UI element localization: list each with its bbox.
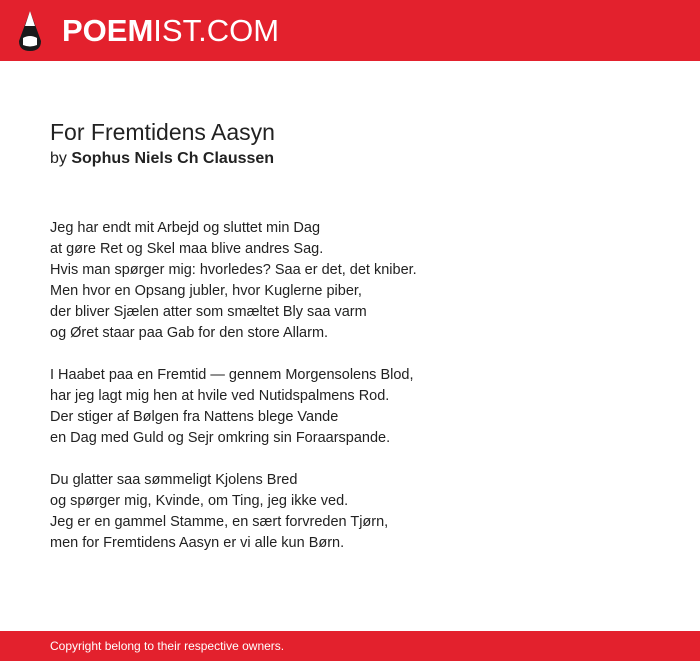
site-logo[interactable] — [62, 12, 279, 50]
poem-line: en Dag med Guld og Sejr omkring sin Foraarspande. — [50, 430, 391, 446]
poem-line: der bliver Sjælen atter som smæltet Bly saa varm — [50, 304, 367, 320]
poem-line: Der stiger af Bølgen fra Nattens blege Vande — [50, 409, 339, 425]
poem-line: men for Fremtidens Aasyn er vi alle kun Børn. — [50, 535, 345, 551]
by-label: by — [50, 150, 67, 167]
poem-line: og spørger mig, Kvinde, om Ting, jeg ikke ved. — [50, 493, 349, 509]
poem-line: Jeg er en gammel Stamme, en sært forvreden Tjørn, — [50, 514, 389, 530]
poem-line: Jeg har endt mit Arbejd og sluttet min Dag — [50, 220, 321, 236]
poem-stanza — [50, 365, 670, 449]
poem-byline — [50, 149, 274, 169]
logo-light-text: IST.COM — [153, 13, 280, 48]
site-header — [0, 0, 700, 61]
pencil-tip-icon — [17, 10, 43, 52]
poem-body — [50, 218, 670, 575]
poem-line: Hvis man spørger mig: hvorledes? Saa er det, det kniber. — [50, 262, 417, 278]
copyright-notice: Copyright belong to their respective owners. — [50, 639, 285, 653]
poem-line: og Øret staar paa Gab for den store Allarm. — [50, 325, 329, 341]
poem-stanza — [50, 470, 670, 554]
poem-line: har jeg lagt mig hen at hvile ved Nutidspalmens Rod. — [50, 388, 390, 404]
poem-stanza — [50, 218, 670, 344]
logo-bold-text: POEM — [62, 13, 154, 48]
poem-line: Men hvor en Opsang jubler, hvor Kuglerne piber, — [50, 283, 362, 299]
poem-line: Du glatter saa sømmeligt Kjolens Bred — [50, 472, 298, 488]
poem-title: For Fremtidens Aasyn — [50, 119, 275, 145]
poem-line: at gøre Ret og Skel maa blive andres Sag. — [50, 241, 324, 257]
poem-author: Sophus Niels Ch Claussen — [71, 150, 275, 167]
site-footer — [0, 631, 700, 661]
poem-line: I Haabet paa en Fremtid — gennem Morgensolens Blod, — [50, 367, 414, 383]
